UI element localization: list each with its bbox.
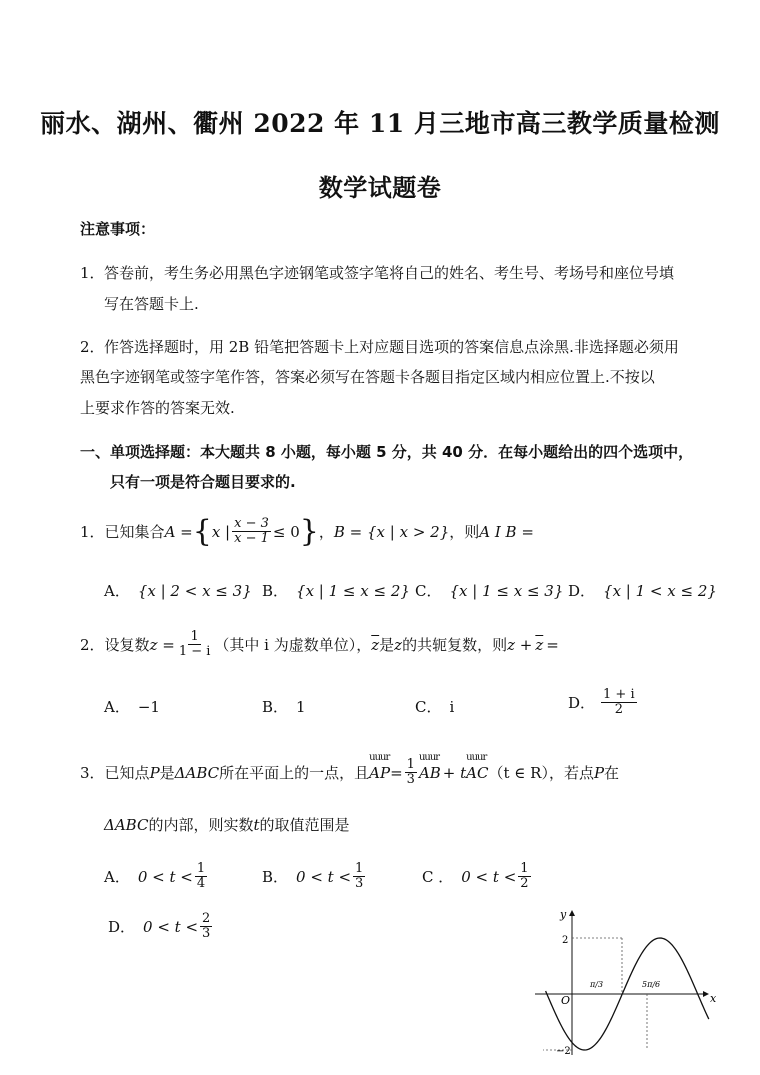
z-eq: z = [149,635,175,654]
note-2-line-3: 上要求作答的答案无效. [80,399,235,417]
set-a-tail: ≤ 0 [272,522,300,541]
note-1-line-1: 答卷前，考生务必用黑色字迹钢笔或签字笔将自己的姓名、考生号、考场号和座位号填 [104,264,675,282]
vector-ac: uuur AC [466,751,489,782]
question-3: 3． 已知点 P 是 ΔABC 所在平面上的一点，且 uuur AP = $\frac{1}{3}$ uuur AB + t uuur AC （t ∈ R），若点 P 在 [80,751,620,787]
note-1-number: 1． [80,264,105,282]
question-2-text-b: （其中 i 为虚数单位）， [214,636,372,654]
question-2-text-d: 的共轭复数，则 [402,636,508,654]
question-3-line-2: ΔABC的内部，则实数t的取值范围是 [104,816,350,834]
q2-option-d: D． $\frac{1 + i}{2}$ [568,687,635,717]
x-tick-5pi-6: 5π/6 [642,980,661,989]
vector-ap: uuur AP [369,751,391,782]
note-1-line-2: 写在答题卡上. [104,295,199,313]
question-2-number: 2． [80,636,105,654]
page-subtitle: 数学试题卷 [318,173,442,202]
notes-heading: 注意事项： [80,220,156,238]
q1-option-b: B． {x | 1 ≤ x ≤ 2} [262,582,410,600]
z-conjugate: $\overline{z}$ [371,635,380,654]
origin-label: O [561,994,571,1007]
note-2-line-1: 作答选择题时，用 2B 铅笔把答题卡上对应题目选项的答案信息点涂黑.非选择题必须用 [104,338,679,356]
set-a-lhs: A = [164,522,193,541]
q3-option-a: A． 0 < t < $\frac{1}{4}$ [104,861,206,891]
section-1-heading: 一、单项选择题：本大题共 8 小题，每小题 5 分，共 40 分．在每小题给出的四个选项中， [80,443,694,461]
set-a-denominator: x − 1 [234,531,269,546]
q2-option-c: C． i [415,698,455,716]
set-a-var: x | [211,522,231,541]
question-2-text-a: 设复数 [104,636,150,654]
question-1-number: 1． [80,523,105,541]
question-1-text-b: ，则 [449,523,480,541]
q2-option-b: B． 1 [262,698,306,716]
z-symbol: z [394,635,403,654]
question-1-sep: ， [318,523,334,541]
q3-option-b: B． 0 < t < $\frac{1}{3}$ [262,861,364,891]
question-2-expression-a: z + [507,635,533,654]
coef-fraction: $\frac{1}{3}$ [406,757,415,787]
question-2-expression-eq: = [546,635,559,654]
sine-graph [530,905,720,1065]
question-1 [80,514,534,549]
x-tick-pi-3: π/3 [590,980,604,989]
z-fraction: $\frac{1}{1 - i}$ [178,629,211,659]
q1-option-d: D． {x | 1 < x ≤ 2} [568,582,717,600]
question-1-expression: A I B = [479,522,534,541]
right-brace-icon: } [299,514,319,549]
y-max-label: 2 [562,935,569,946]
x-axis-label: x [710,992,717,1005]
y-axis-label: y [560,908,567,921]
set-a-fraction [232,517,271,546]
q2-option-a: A． −1 [104,698,160,716]
vector-ab: uuur AB [418,751,441,782]
q3-option-d: D． 0 < t < $\frac{2}{3}$ [108,911,211,941]
set-b: B = {x | x > 2} [333,522,450,541]
question-2-expression-zbar: $\overline{z}$ [535,635,544,654]
question-1-text-a: 已知集合 [104,523,165,541]
left-brace-icon: { [192,514,212,549]
section-1-subheading: 只有一项是符合题目要求的. [110,473,296,491]
y-min-label: −2 [556,1046,571,1057]
page-title: 丽水、湖州、衢州 2022 年 11 月三地市高三教学质量检测 [40,109,720,138]
q3-option-c: C ． 0 < t < $\frac{1}{2}$ [422,861,529,891]
note-2-line-2: 黑色字迹钢笔或签字笔作答，答案必须写在答题卡各题目指定区域内相应位置上.不按以 [80,368,655,386]
note-2-number: 2． [80,338,105,356]
set-a-numerator: x − 3 [234,516,269,531]
q1-option-a: A． {x | 2 < x ≤ 3} [104,582,252,600]
question-2 [80,630,559,659]
q1-option-c: C． {x | 1 ≤ x ≤ 3} [415,582,564,600]
question-3-number: 3． [80,764,105,782]
question-2-text-c: 是 [379,636,395,654]
